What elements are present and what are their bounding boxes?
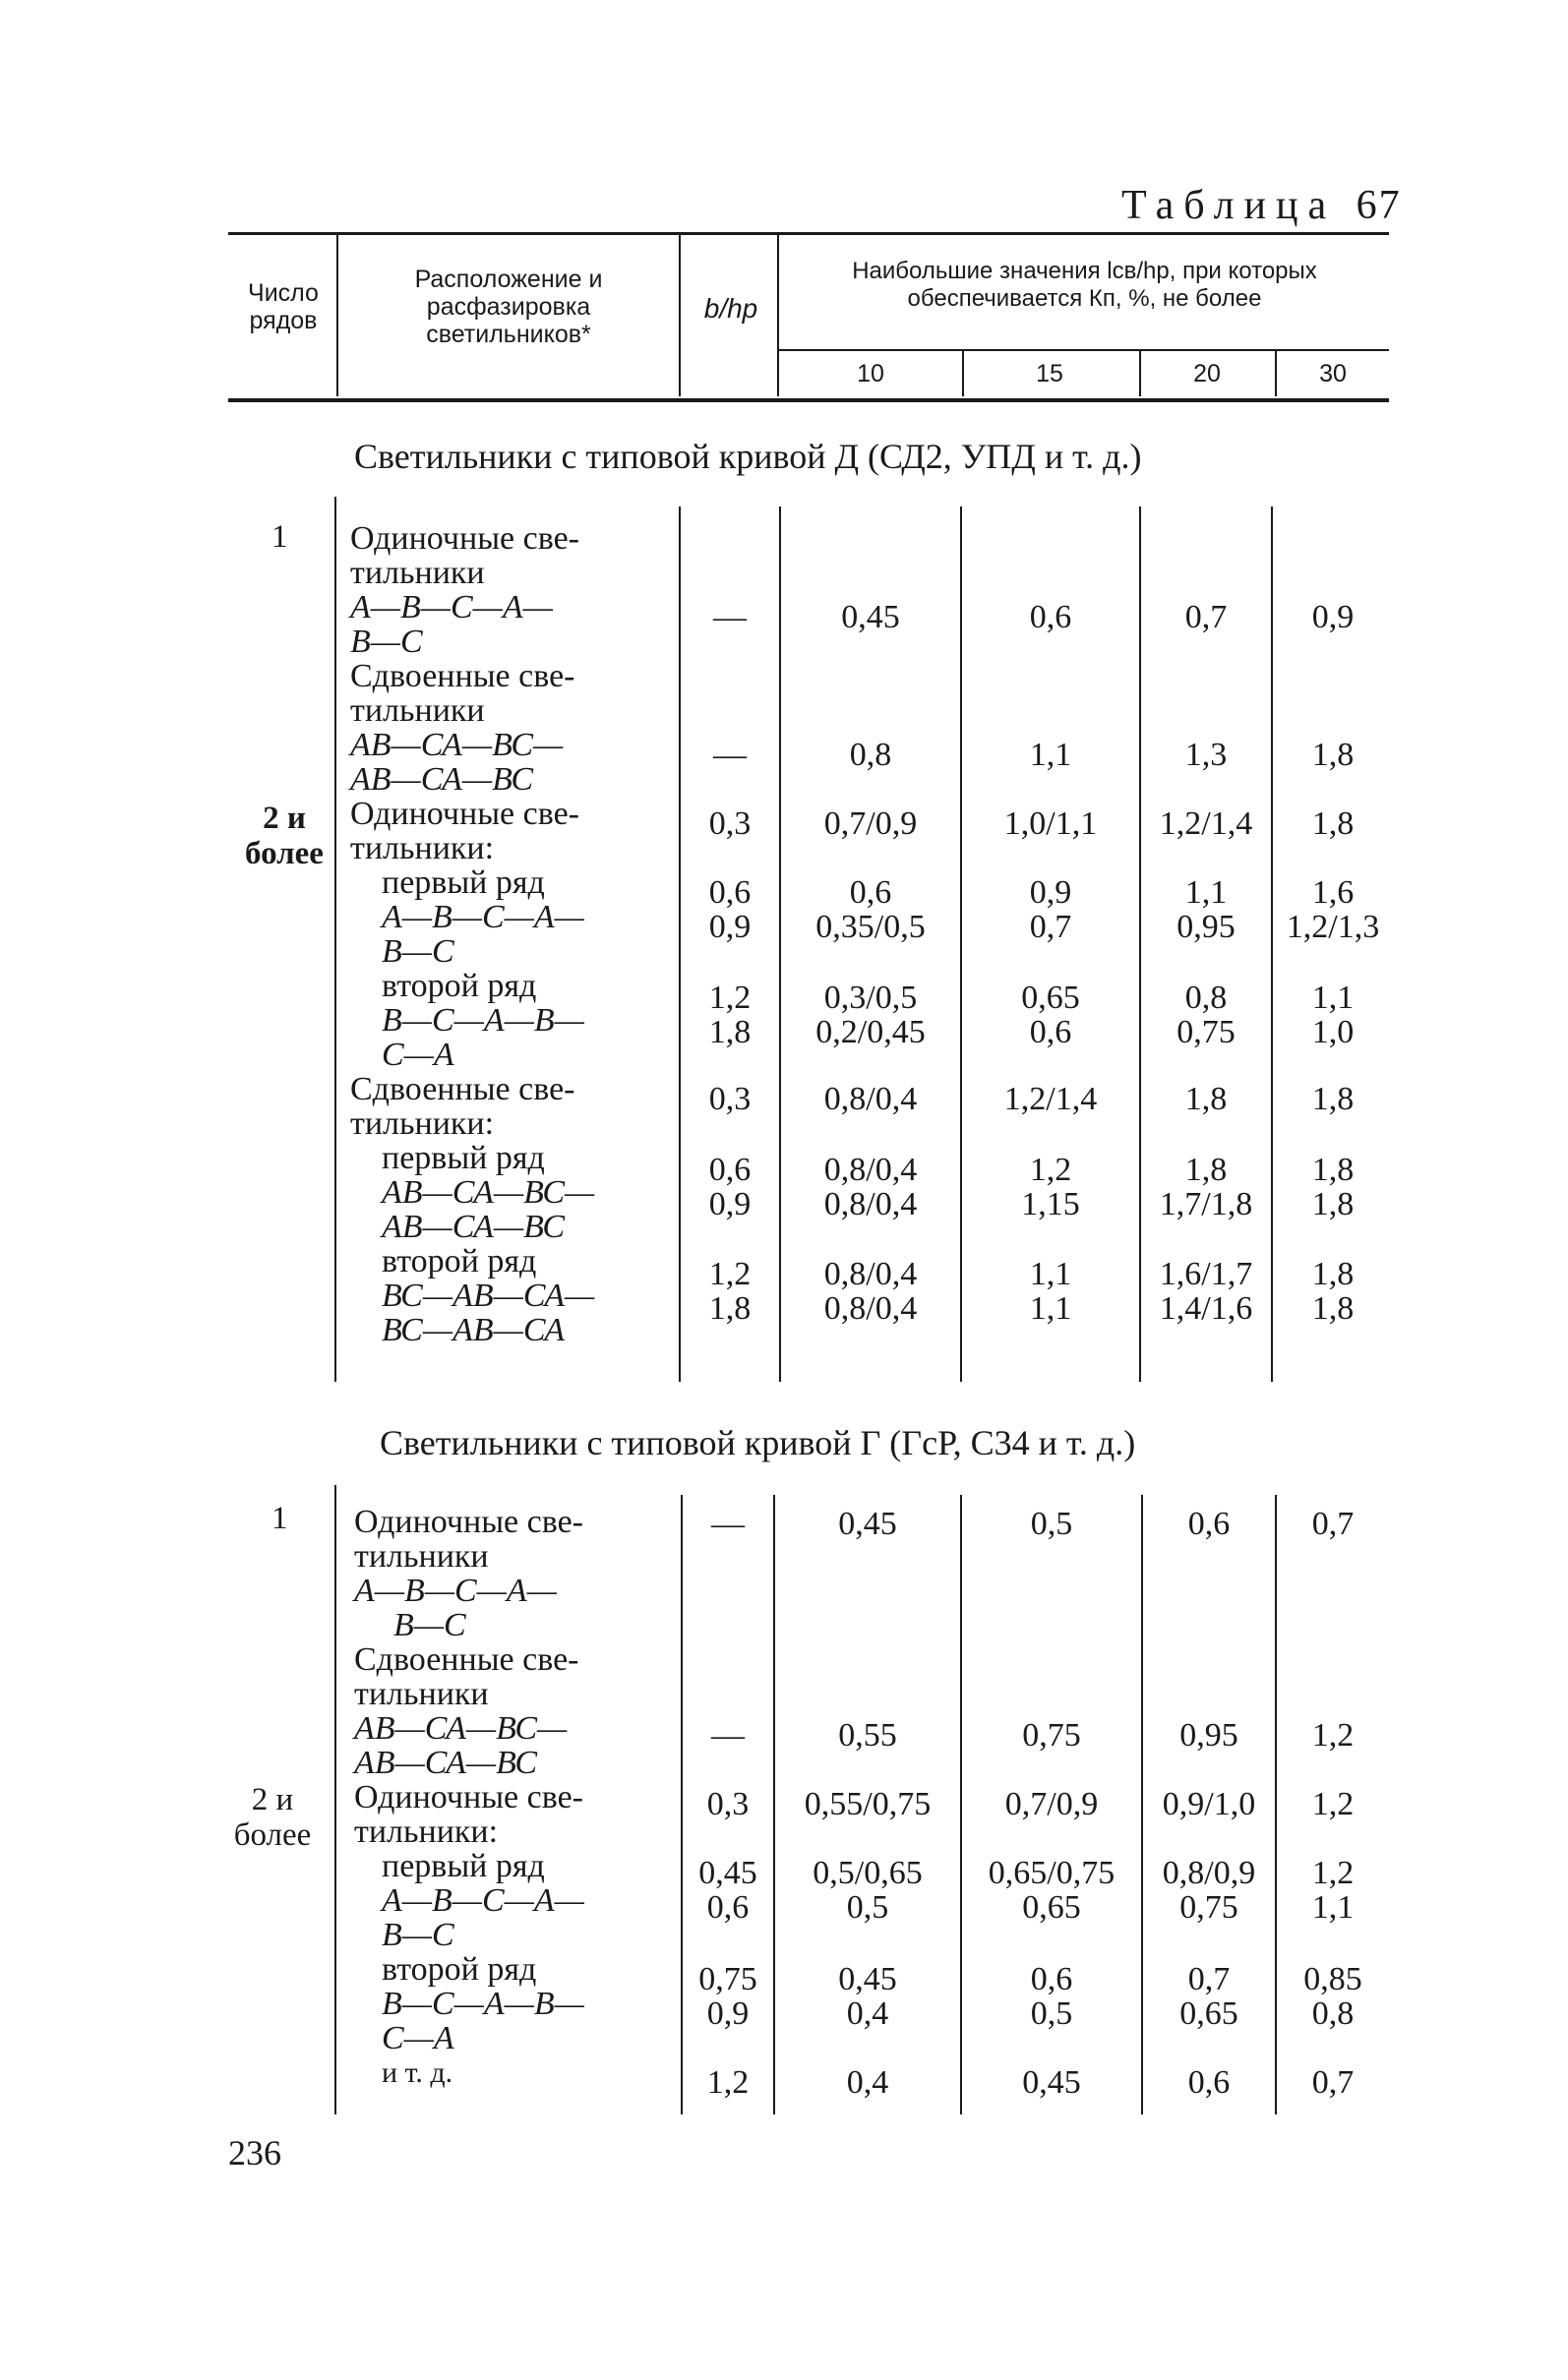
table-number: 67 [1356,183,1402,228]
cell-kp-30: 0,85 [1303,1961,1362,1997]
arrangement-line: тильники: [350,830,495,866]
cell-kp-20: 1,8 [1184,1152,1228,1188]
arrangement-line: А—В—С—А— [354,1573,557,1609]
column-divider [334,497,336,1382]
cell-kp-20: 0,95 [1179,1717,1238,1754]
cell-kp-10: 0,6 [849,874,892,911]
header-max-values: Наибольшие значения lсв/hр, при которых обеспечивается Кп, %, не более [852,258,1317,312]
arrangement-line: второй ряд [382,1951,537,1988]
cell-kp-30: 0,9 [1311,599,1355,635]
rows-count-label: 2 и более [245,801,324,871]
cell-kp-10: 0,8/0,4 [823,1290,918,1327]
cell-kp-20: 1,6/1,7 [1159,1256,1253,1292]
cell-kp-20: 0,9/1,0 [1162,1786,1256,1822]
column-divider [1275,1495,1277,2114]
cell-kp-20: 0,8/0,9 [1162,1855,1256,1891]
cell-b-hr: 0,6 [708,1152,752,1188]
column-divider [960,506,962,1382]
header-arrangement: Расположение и расфазировка светильников* [414,266,603,348]
cell-kp-30: 1,0 [1311,1014,1355,1050]
header-divider [962,351,964,396]
cell-kp-30: 0,7 [1311,2064,1355,2101]
cell-kp-15: 0,9 [1029,874,1072,911]
cell-kp-10: 0,55 [838,1717,897,1754]
header-kp-30: 30 [1319,360,1347,387]
arrangement-line: и т. д. [382,2056,453,2089]
column-divider [1141,1495,1143,2114]
cell-kp-15: 1,1 [1029,737,1072,773]
arrangement-line: АВ—СА—ВС [354,1745,538,1781]
cell-kp-10: 0,8/0,4 [823,1186,918,1222]
cell-kp-15: 0,45 [1022,2064,1081,2101]
arrangement-line: второй ряд [382,968,537,1004]
arrangement-line: В—С [382,1917,454,1953]
cell-b-hr: 0,6 [706,1889,750,1926]
arrangement-line: В—С [382,933,454,970]
cell-kp-20: 1,4/1,6 [1159,1290,1253,1327]
header-kp-20: 20 [1193,360,1221,387]
column-divider [773,1495,775,2114]
arrangement-line: АВ—СА—ВС [382,1209,566,1245]
cell-kp-10: 0,4 [846,1995,889,2032]
cell-kp-10: 0,45 [838,1961,897,1997]
column-divider [779,506,781,1382]
cell-b-hr: 1,2 [708,980,752,1016]
cell-kp-10: 0,35/0,5 [815,909,926,945]
cell-b-hr: 0,9 [708,909,752,945]
cell-b-hr: — [711,1717,745,1754]
cell-b-hr: — [713,599,747,635]
arrangement-line: тильники [354,1538,489,1575]
cell-b-hr: 0,6 [708,874,752,911]
cell-kp-15: 0,75 [1022,1717,1081,1754]
cell-kp-15: 0,6 [1030,1961,1073,1997]
arrangement-line: А—В—С—А— [382,899,584,935]
cell-kp-15: 0,5 [1030,1506,1073,1542]
cell-kp-30: 1,2/1,3 [1286,909,1380,945]
cell-kp-20: 0,6 [1187,2064,1231,2101]
cell-kp-10: 0,4 [846,2064,889,2101]
arrangement-line: тильники [354,1676,489,1712]
arrangement-line: Сдвоенные све- [350,658,575,694]
arrangement-line: В—С—А—В— [382,1986,584,2022]
cell-kp-15: 1,15 [1021,1186,1080,1222]
cell-kp-15: 0,65 [1022,1889,1081,1926]
header-divider [336,234,338,396]
cell-kp-15: 0,65/0,75 [988,1855,1116,1891]
cell-b-hr: 0,9 [706,1995,750,2032]
cell-kp-15: 0,7 [1029,909,1072,945]
cell-kp-30: 1,8 [1311,1152,1355,1188]
header-b-hr: b/hр [703,293,758,324]
cell-kp-30: 1,8 [1311,1081,1355,1117]
arrangement-line: ВС—АВ—СА— [382,1278,595,1314]
cell-kp-30: 1,2 [1311,1717,1355,1754]
cell-kp-10: 0,2/0,45 [815,1014,926,1050]
header-kp-15: 15 [1036,360,1063,387]
cell-b-hr: 1,8 [708,1290,752,1327]
cell-kp-30: 0,7 [1311,1506,1355,1542]
cell-kp-10: 0,45 [838,1506,897,1542]
cell-kp-30: 0,8 [1311,1995,1355,2032]
cell-b-hr: 0,9 [708,1186,752,1222]
cell-b-hr: 0,3 [708,805,752,842]
header-divider [679,234,681,396]
arrangement-line: тильники: [350,1105,495,1142]
cell-kp-10: 0,3/0,5 [823,980,918,1016]
arrangement-line: АВ—СА—ВС— [350,727,564,763]
cell-kp-30: 1,1 [1311,1889,1355,1926]
cell-kp-15: 1,2 [1029,1152,1072,1188]
cell-kp-15: 0,65 [1021,980,1080,1016]
cell-kp-20: 0,8 [1184,980,1228,1016]
arrangement-line: тильники [350,555,485,591]
cell-b-hr: — [713,737,747,773]
cell-kp-20: 1,7/1,8 [1159,1186,1253,1222]
cell-kp-20: 0,6 [1187,1506,1231,1542]
column-divider [1139,506,1141,1382]
column-divider [1271,506,1273,1382]
arrangement-line: АВ—СА—ВС— [354,1710,568,1747]
arrangement-line: В—С [350,624,423,660]
table-label: Таблица [1121,183,1337,228]
arrangement-cell [354,1505,584,2090]
cell-kp-30: 1,2 [1311,1855,1355,1891]
cell-kp-15: 0,5 [1030,1995,1073,2032]
cell-kp-30: 1,8 [1311,1290,1355,1327]
cell-kp-10: 0,5/0,65 [813,1855,923,1891]
arrangement-line: Сдвоенные све- [354,1641,579,1678]
header-rows-count: Число рядов [248,279,319,334]
header-divider [777,234,779,396]
cell-kp-20: 1,3 [1184,737,1228,773]
page-number: 236 [228,2133,281,2172]
header-kp-10: 10 [857,360,884,387]
header-top-rule [228,232,1389,235]
cell-kp-10: 0,55/0,75 [804,1786,932,1822]
arrangement-line: первый ряд [382,1140,545,1176]
cell-b-hr: 0,3 [708,1081,752,1117]
arrangement-line: первый ряд [382,864,545,901]
arrangement-line: В—С—А—В— [382,1002,584,1039]
arrangement-line: ВС—АВ—СА [382,1312,566,1348]
arrangement-line: АВ—СА—ВС— [382,1174,595,1211]
cell-kp-20: 0,95 [1176,909,1236,945]
cell-b-hr: 1,2 [708,1256,752,1292]
cell-kp-30: 1,8 [1311,737,1355,773]
cell-b-hr: 1,8 [708,1014,752,1050]
cell-kp-10: 0,8/0,4 [823,1081,918,1117]
arrangement-line: первый ряд [382,1848,545,1884]
cell-kp-15: 0,6 [1029,599,1072,635]
column-divider [334,1485,336,2114]
header-divider [1275,351,1277,396]
rows-count-label: 2 и более [233,1782,312,1853]
cell-kp-15: 0,6 [1029,1014,1072,1050]
cell-kp-30: 1,1 [1311,980,1355,1016]
arrangement-line: С—А [382,1037,454,1073]
arrangement-line: В—С [393,1607,466,1643]
section-title-g: Светильники с типовой кривой Г (ГсР, С34 и т. д.) [380,1423,1136,1462]
arrangement-line: тильники: [354,1814,499,1850]
cell-b-hr: 0,75 [698,1961,757,1997]
cell-kp-30: 1,8 [1311,1256,1355,1292]
cell-kp-10: 0,5 [846,1889,889,1926]
cell-kp-20: 1,8 [1184,1081,1228,1117]
cell-kp-10: 0,8/0,4 [823,1256,918,1292]
rows-count-label: 1 [271,519,288,555]
arrangement-line: Одиночные све- [354,1504,584,1540]
cell-kp-20: 0,7 [1184,599,1228,635]
cell-kp-15: 1,2/1,4 [1003,1081,1098,1117]
cell-kp-30: 1,6 [1311,874,1355,911]
arrangement-line: Одиночные све- [350,520,580,557]
cell-kp-15: 1,0/1,1 [1003,805,1098,842]
cell-kp-20: 0,7 [1187,1961,1231,1997]
cell-kp-20: 1,1 [1184,874,1228,911]
header-divider [1139,351,1141,396]
cell-kp-20: 1,2/1,4 [1159,805,1253,842]
cell-kp-20: 0,75 [1176,1014,1236,1050]
arrangement-line: А—В—С—А— [382,1882,584,1919]
cell-kp-20: 0,75 [1179,1889,1238,1926]
table-caption [1121,182,1402,229]
column-divider [679,506,681,1382]
cell-b-hr: 0,45 [698,1855,757,1891]
cell-b-hr: 0,3 [706,1786,750,1822]
arrangement-cell [350,521,594,1347]
cell-kp-15: 1,1 [1029,1256,1072,1292]
column-divider [960,1495,962,2114]
column-divider [681,1495,683,2114]
cell-kp-10: 0,7/0,9 [823,805,918,842]
arrangement-line: С—А [382,2020,454,2056]
arrangement-line: Одиночные све- [350,796,580,832]
cell-kp-30: 1,8 [1311,805,1355,842]
rows-count-label: 1 [271,1501,288,1536]
cell-kp-10: 0,45 [841,599,900,635]
cell-kp-15: 1,1 [1029,1290,1072,1327]
arrangement-line: А—В—С—А— [350,589,553,625]
kp-subheader-rule [779,349,1389,351]
arrangement-line: АВ—СА—ВС [350,761,534,798]
arrangement-line: Одиночные све- [354,1779,584,1815]
arrangement-line: Сдвоенные све- [350,1071,575,1107]
cell-b-hr: 1,2 [706,2064,750,2101]
cell-kp-15: 0,7/0,9 [1004,1786,1099,1822]
cell-b-hr: — [711,1506,745,1542]
cell-kp-30: 1,8 [1311,1186,1355,1222]
cell-kp-10: 0,8/0,4 [823,1152,918,1188]
cell-kp-20: 0,65 [1179,1995,1238,2032]
section-title-d: Светильники с типовой кривой Д (СД2, УПД и т. д.) [354,437,1142,476]
header-bottom-rule [228,398,1389,402]
cell-kp-10: 0,8 [849,737,892,773]
arrangement-line: второй ряд [382,1243,537,1279]
arrangement-line: тильники [350,692,485,729]
cell-kp-30: 1,2 [1311,1786,1355,1822]
